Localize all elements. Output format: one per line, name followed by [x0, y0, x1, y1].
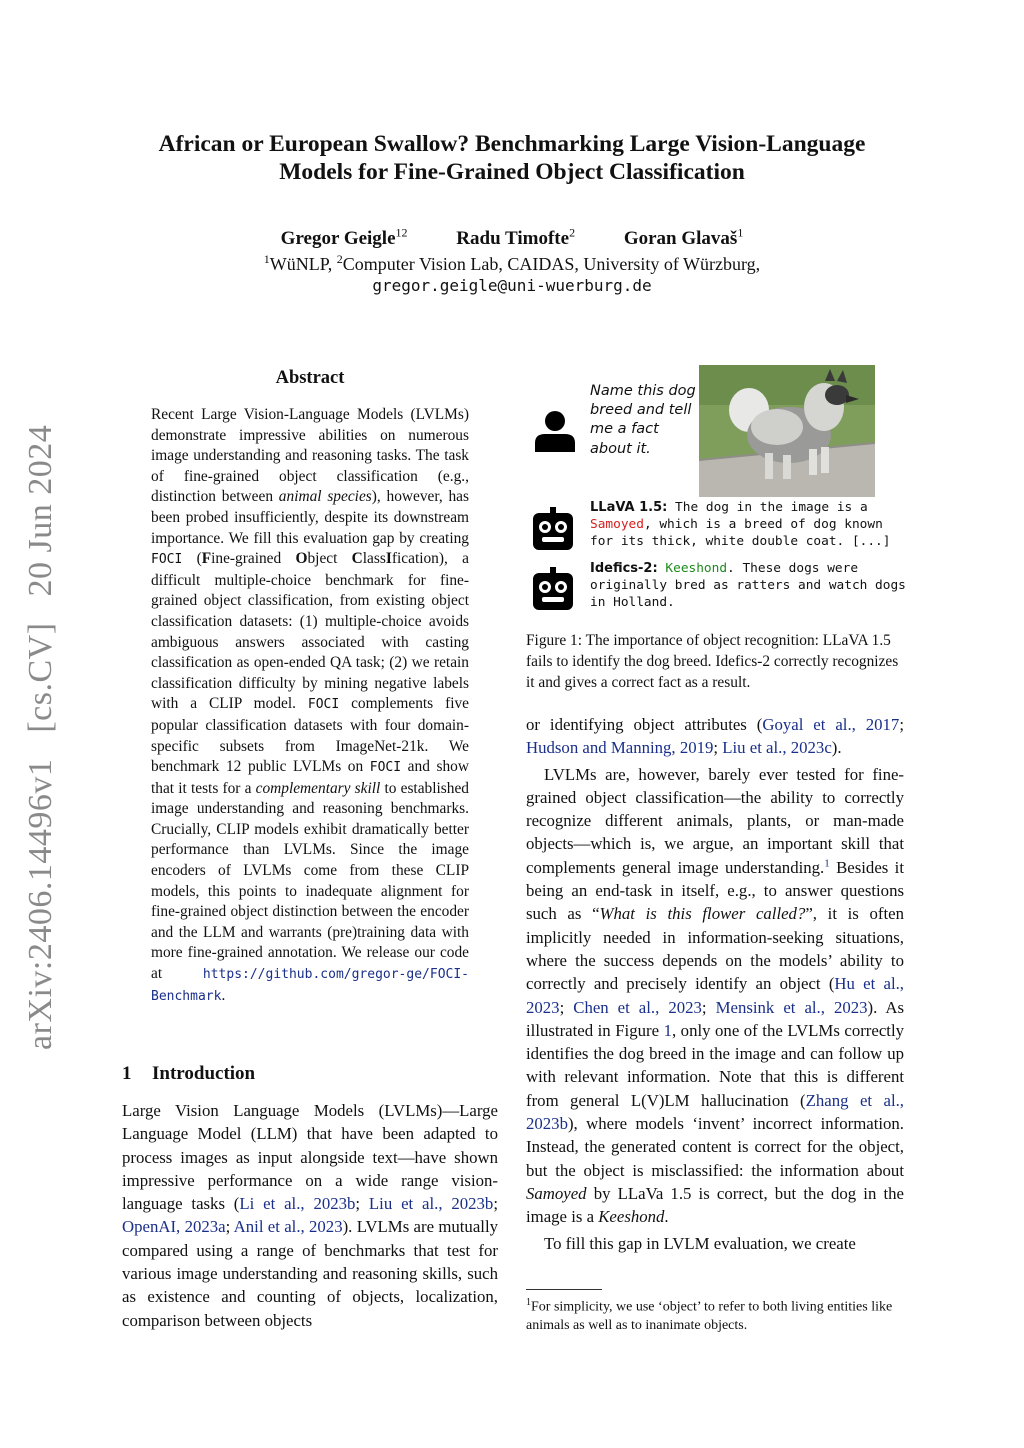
figure-1 [526, 362, 906, 622]
code-repository-link[interactable]: https://github.com/gregor-ge/FOCI-Benchmark [151, 967, 469, 1004]
citation-link[interactable]: Zhang et al., 2023b [526, 1090, 905, 1134]
arxiv-date: 20 Jun 2024 [22, 424, 59, 597]
wrong-breed: Samoyed [590, 517, 644, 532]
section-heading-introduction: 1 Introduction [122, 1063, 256, 1084]
arxiv-category: [cs.CV] [22, 622, 59, 733]
abstract-text: Recent Large Vision-Language Models (LVLMs) demonstrate impressive abilities on numerous image understanding and reasoning tasks. The task of fine-grained object classification (e.g., distinction between animal species), however, has been probed insufficiently, despite its downstream importance. We fill this evaluation gap by creating FOCI (Fine-grained Object ClassIfication), a difficult multiple-choice benchmark for fine-grained object classification, from existing object classification datasets: (1) multiple-choice avoids ambiguous answers associated with casting classification as open-ended QA task; (2) we retain classification difficulty by mining negative labels with a CLIP model. FOCI complements five popular classification datasets with four domain-specific subsets from ImageNet-21k. We benchmark 12 public LVLMs on FOCI and show that it tests for a complementary skill to established image understanding and reasoning benchmarks. Crucially, CLIP models exhibit dramatically better performance than LVLMs. Since the image encoders of LVLMs come from these CLIP models, this points to inadequate alignment for fine-grained object distinction between the encoder and the LLM and warrants (pre)training data with more fine-grained annotation. We release our code at https://github.com/gregor-ge/FOCI-Benchmark. [151, 406, 470, 1004]
citation-link[interactable]: Goyal et al., 2017 [762, 715, 900, 734]
right-column-text [526, 713, 904, 1255]
footnote: $^1$For simplicity, we use ‘object’ to refer to both living entities like animals as well as to inanimate objects. [526, 1297, 893, 1334]
author-email[interactable]: gregor.geigle@uni-wuerburg.de [372, 276, 652, 295]
paragraph: LVLMs are, however, barely ever tested for fine-grained object classification—the ability to correctly recognize different animals, plants, or man-made objects—which is, we argue, an important skill that complements general image understanding.$^1$ Besides it being an end-task in itself, e.g., to answer questions such as “What is this flower called?”, it is often implicitly needed in information-seeking situations, where the success depends on the models’ ability to correctly and precisely identify an object (Hu et al., 2023; Chen et al., 2023; Mensink et al., 2023). As illustrated in Figure 1, only one of the LVLMs correctly identifies the dog breed in the image and can follow up with relevant information. Note that this is different from general L(V)LM hallucination (Zhang et al., 2023b), where models ‘invent’ incorrect information. Instead, the generated content is correct for the object, but the object is misclassified: the information about Samoyed by LLaVa 1.5 is correct, but the dog in the image is a Keeshond. [526, 764, 905, 1227]
abstract-heading: Abstract [275, 368, 345, 388]
citation-link[interactable]: Liu et al., 2023b [368, 1194, 494, 1214]
idefics-answer: Idefics-2: Keeshond. These dogs were originally bred as ratters and watch dogs in Holland. [590, 561, 906, 610]
benchmark-name: FOCI [151, 552, 183, 568]
paragraph: or identifying object attributes (Goyal et al., 2017; Hudson and Manning, 2019; Liu et al., 2023c). [526, 715, 904, 758]
dog-photo [699, 365, 875, 497]
introduction-paragraph: Large Vision Language Models (LVLMs)—Large Language Model (LLM) that have been adapted to process images as input alongside text—have shown impressive performance on a wide range vision-language tasks (Li et al., 2023b; Liu et al., 2023b; OpenAI, 2023a; Anil et al., 2023). LVLMs are mutually compared using a range of benchmarks that test for various image understanding and reasoning skills, such as existence and counting of objects, localization, comparison between objects [122, 1101, 498, 1330]
llava-answer: LLaVA 1.5: The dog in the image is a Samoyed, which is a breed of dog known for its thick, white double coat. [...] [590, 500, 891, 549]
title-line-2: Models for Fine-Grained Object Classification [279, 159, 745, 185]
correct-breed: Keeshond [665, 561, 728, 576]
title-line-1: African or European Swallow? Benchmarking Large Vision-Language [158, 131, 866, 157]
author-list [100, 226, 924, 250]
arxiv-id: arXiv:2406.14496v1 [22, 758, 59, 1050]
citation-link[interactable]: Li et al., 2023b [239, 1194, 356, 1214]
citation-link[interactable]: Hu et al., 2023 [526, 974, 904, 1017]
affiliations: $^1$WüNLP, $^2$Computer Vision Lab, CAIDAS, University of Würzburg, [263, 252, 761, 274]
robot-icon [530, 566, 576, 612]
paragraph: To fill this gap in LVLM evaluation, we create [544, 1233, 856, 1253]
citation-link[interactable]: Hudson and Manning, 2019 [526, 738, 714, 758]
figure-1-caption: Figure 1: The importance of object recognition: LLaVA 1.5 fails to identify the dog breed. Idefics-2 correctly recognizes it and gives a correct fact as a result. [526, 632, 899, 691]
author: Goran Glavaš$^1$ [623, 226, 744, 250]
footnote-divider [526, 1289, 602, 1290]
citation-link[interactable]: Mensink et al., 2023 [715, 997, 868, 1017]
author: Gregor Geigle$^{12}$ [280, 226, 408, 250]
user-icon [533, 410, 577, 452]
benchmark-name: FOCI [307, 697, 340, 713]
footnote-link[interactable]: 1 [824, 857, 830, 870]
robot-icon [530, 506, 576, 552]
figure-reference-link[interactable]: 1 [663, 1020, 672, 1040]
citation-link[interactable]: Anil et al., 2023 [233, 1217, 343, 1237]
user-prompt: Name this dog breed and tell me a fact about it. [590, 383, 696, 457]
citation-link[interactable]: OpenAI, 2023a [122, 1217, 226, 1237]
arxiv-identifier [22, 425, 60, 1050]
citation-link[interactable]: Chen et al., 2023 [573, 997, 702, 1017]
benchmark-name: FOCI [369, 760, 402, 776]
paper-title [100, 130, 924, 186]
citation-link[interactable]: Liu et al., 2023c [722, 738, 832, 758]
author: Radu Timofte$^2$ [456, 226, 576, 250]
